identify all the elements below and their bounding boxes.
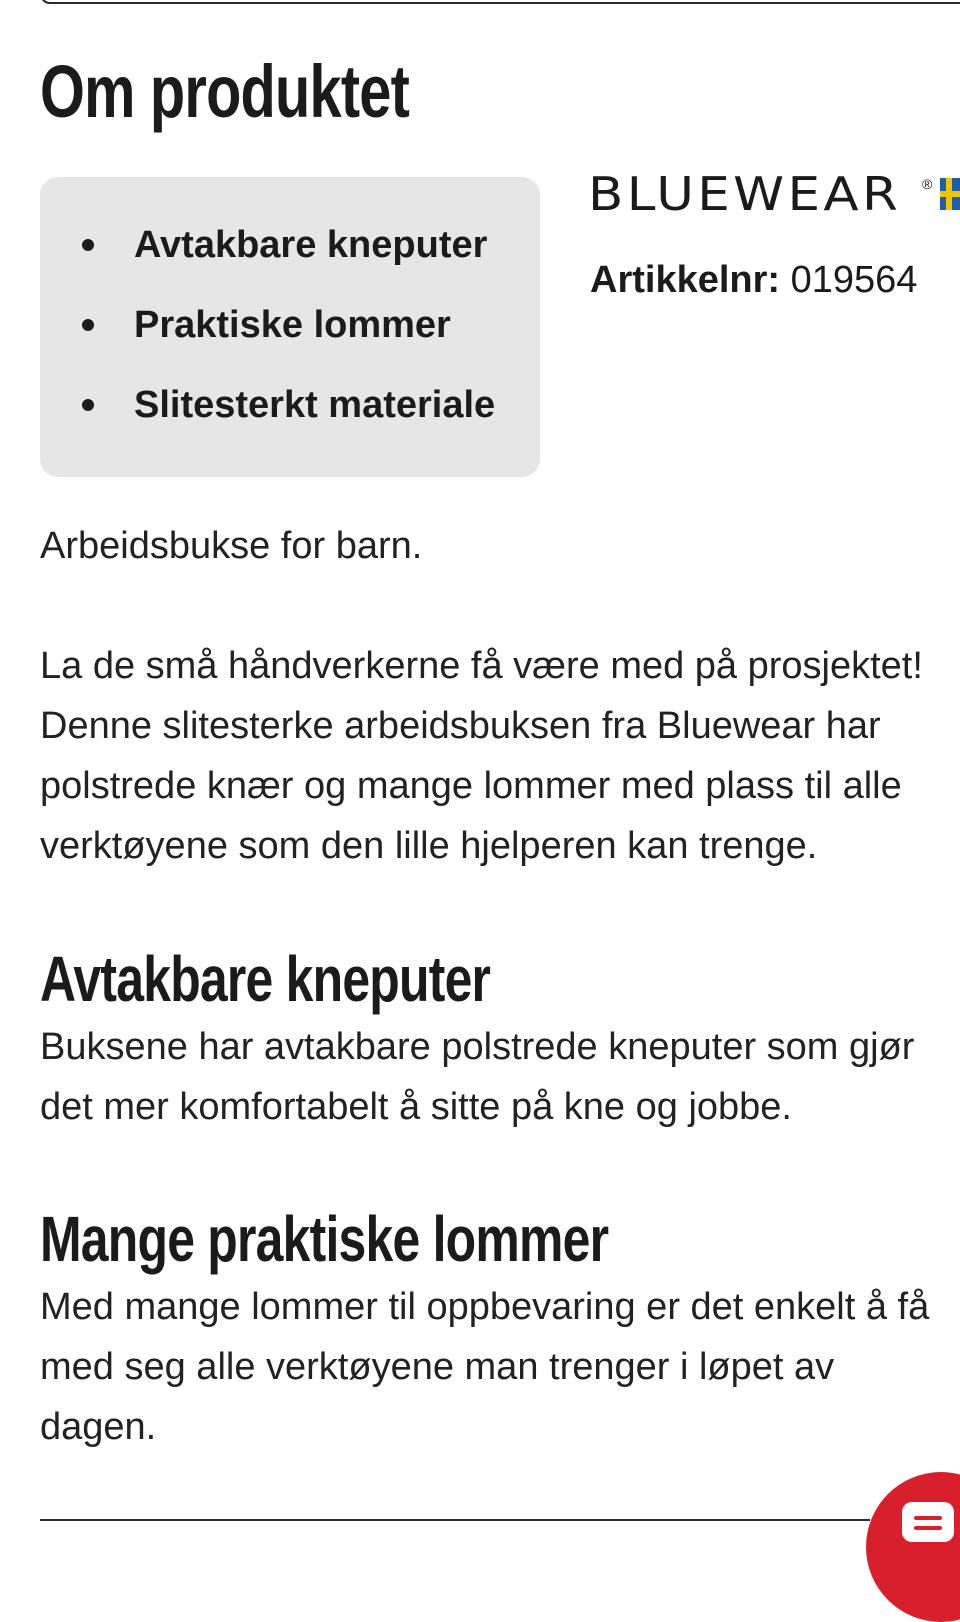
- swedish-flag-icon: [940, 178, 960, 210]
- previous-section-box: [40, 0, 960, 4]
- section-heading-about: Om produktet: [40, 50, 410, 133]
- description-line: La de små håndverkerne få være med på prosjektet!: [40, 645, 923, 687]
- section-line: Buksene har avtakbare polstrede kneputer som gjør: [40, 1026, 915, 1068]
- feature-text: Slitesterkt materiale: [134, 384, 496, 426]
- bullet-icon: [82, 239, 94, 251]
- registered-mark: ®: [922, 176, 933, 192]
- pockets-text: [40, 1277, 960, 1457]
- chat-icon: [902, 1502, 954, 1542]
- article-number: [590, 256, 917, 304]
- bullet-icon: [82, 399, 94, 411]
- feature-text: Avtakbare kneputer: [134, 224, 488, 266]
- divider: [40, 1519, 870, 1521]
- description-line: verktøyene som den lille hjelperen kan trenge.: [40, 825, 818, 867]
- product-description: [40, 636, 960, 876]
- knee-pads-text: [40, 1017, 960, 1137]
- chat-button[interactable]: [866, 1472, 960, 1622]
- article-number-value: 019564: [790, 259, 918, 301]
- article-number-label: Artikkelnr:: [590, 259, 781, 301]
- section-line: dagen.: [40, 1406, 157, 1448]
- feature-text: Praktiske lommer: [134, 304, 451, 346]
- section-line: Med mange lommer til oppbevaring er det enkelt å få: [40, 1286, 930, 1328]
- section-heading-pockets: Mange praktiske lommer: [40, 1203, 609, 1275]
- section-line: med seg alle verktøyene man trenger i løpet av: [40, 1346, 835, 1388]
- bullet-icon: [82, 319, 94, 331]
- description-line: Denne slitesterke arbeidsbuksen fra Bluewear har: [40, 705, 881, 747]
- section-heading-knee-pads: Avtakbare kneputer: [40, 943, 491, 1015]
- product-intro: Arbeidsbukse for barn.: [40, 525, 423, 567]
- section-line: det mer komfortabelt å sitte på kne og jobbe.: [40, 1086, 792, 1128]
- description-line: polstrede knær og mange lommer med plass til alle: [40, 765, 902, 807]
- brand-logo[interactable]: BLUEWEAR: [588, 167, 902, 221]
- features-box: [40, 177, 540, 477]
